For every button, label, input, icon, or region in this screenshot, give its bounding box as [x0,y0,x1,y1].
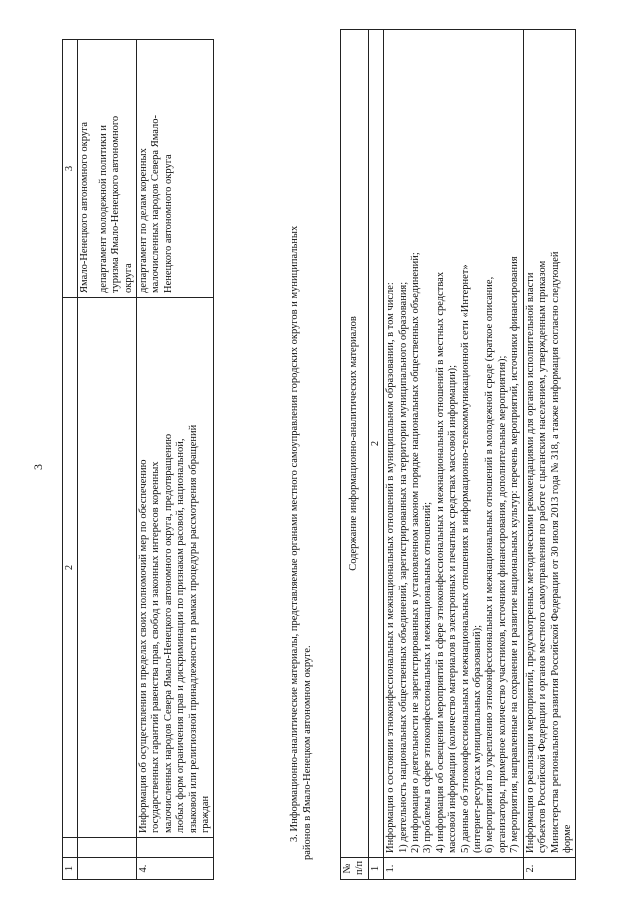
index-cell-2: 2 [368,30,383,858]
table-row-continued [78,40,137,880]
table-row [384,30,523,880]
table-row [523,30,576,880]
continued-department-cell: Ямало-Ненецкого автономного округа департамент молодежной политики и туризма Ямало-Ненецкого автономного округа [78,40,137,298]
row-content: Информация о состоянии этноконфессиональных и межнациональных отношений в муниципальном образовании, в том числе: 1) деятельность национальных общественных объединений, зарегистрированных на территории муниципального образования; 2) информация о деятельности не зарегистрированных в установленном законом порядке национальных общественных объединений; 3) проблемы в сфере этноконфессиональных и межнациональных отношений; 4) информация об освещении мероприятий в сфере этноконфессиональных и межнациональных отношений в местных средствах массовой информации (количество материалов в электронных и печатных средствах массовой информации); 5) данные об этноконфессиональных и межнациональных отношениях в информационно-телекоммуникационной сети «Интернет» (интернет-ресурсах муниципальных образований); 6) мероприятия по укреплению этноконфессиональных и межнациональных отношений в молодежной среде (краткое описание, организаторы, примерное количество участников, источники финансирования, дополнительные мероприятия); 7) мероприятия, направленные на сохранение и развитие национальных культур: перечень мероприятий, источники финансирования [384,30,523,858]
header-cell-1: 1 [63,858,78,880]
header-cell-3: 3 [63,40,78,298]
row-number: 1. [384,858,523,880]
row-number: 4. [137,858,214,880]
table-header-row [341,30,369,880]
table-header-row [63,40,78,880]
page-number: 3 [31,464,45,470]
number-column-header: № п/п [341,858,369,880]
index-cell-1: 1 [368,858,383,880]
content-column-header: Содержание информационно-аналитических материалов [341,30,369,858]
row-number: 2. [523,858,576,880]
departments-table [62,39,214,880]
info-cell: Информация об осуществлении в пределах своих полномочий мер по обеспечению государственных гарантий равенства прав, свобод и законных интересов коренных малочисленных народов Севера Ямало-Ненецкого автономного округа, предотвращению любых форм ограничения прав и дискриминации по признакам расовой, национальной, языковой или религиозной принадлежности в рамках процедуры рассмотрения обращений граждан [137,298,214,838]
table-index-row [368,30,383,880]
header-cell-2: 2 [63,298,78,838]
department-cell: департамент по делам коренных малочисленных народов Севера Ямало- Ненецкого автономного округа [137,40,214,298]
rotated-content [20,20,620,890]
materials-table [340,29,576,880]
section-heading: 3. Информационно-аналитические материалы, представляемые органами местного самоуправления городских округов и муниципальных районов в Ямало-Ненецком автономном округе. [289,225,313,860]
row-content: Информация о реализации мероприятий, предусмотренных методическими рекомендациями для органов исполнительной власти субъектов Российской Федерации и органов местного самоуправления по работе с цыганским населением, утвержденным приказом Министерства регионального развития Российской Федерации от 30 июля 2013 года № 318, а также информация согласно следующей форме [523,30,576,858]
table-row-4 [137,40,214,880]
